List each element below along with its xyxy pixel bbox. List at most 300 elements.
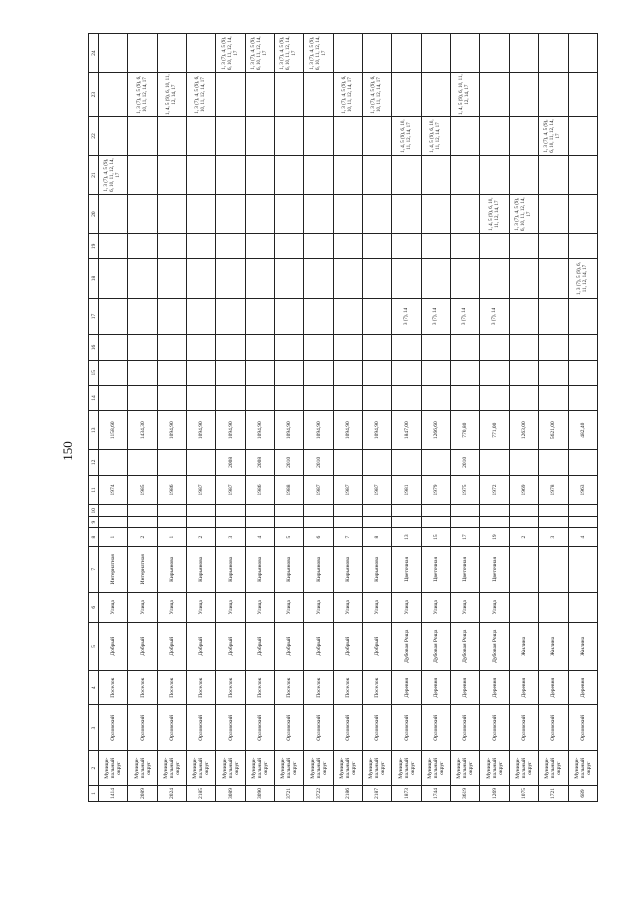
column-header-16: 16 <box>89 335 99 360</box>
table-cell-col-11: 1987 <box>333 475 362 505</box>
table-cell-col-4: Поселок <box>333 670 362 704</box>
table-cell-col-10 <box>392 505 421 516</box>
table-cell-col-17 <box>363 298 392 335</box>
table-cell-col-17 <box>304 298 333 335</box>
table-cell-col-18: 1, 3 (7), 5 (9), 6, 11, 12, 14, 17 <box>568 259 598 298</box>
table-cell-col-22: 1, 4, 5 (9), 6, 10, 11, 12, 14, 17 <box>421 116 450 155</box>
table-cell-col-18 <box>216 259 245 298</box>
table-cell-col-9 <box>304 516 333 527</box>
table-cell-col-23: 1, 4, 5 (9), 6, 10, 11, 12, 14, 17 <box>451 73 480 117</box>
table-cell-col-5: Добрый <box>275 622 304 670</box>
table-cell-col-24 <box>421 34 450 73</box>
table-cell-col-1: 1744 <box>421 785 450 801</box>
table-cell-col-13: 1158,60 <box>99 411 128 450</box>
table-cell-col-14 <box>392 385 421 410</box>
column-header-11: 11 <box>89 475 99 505</box>
table-cell-col-8: 15 <box>421 528 450 546</box>
table-cell-col-3: Орловский <box>128 705 157 751</box>
table-cell-col-8: 4 <box>245 528 274 546</box>
table-cell-col-8: 19 <box>480 528 509 546</box>
table-cell-col-17 <box>568 298 598 335</box>
table-cell-col-14 <box>363 385 392 410</box>
table-cell-col-4: Поселок <box>363 670 392 704</box>
table-cell-col-1: 1721 <box>539 785 568 801</box>
table-cell-col-9 <box>245 516 274 527</box>
table-cell-col-4: Поселок <box>216 670 245 704</box>
table-cell-col-9 <box>451 516 480 527</box>
table-cell-col-16 <box>304 335 333 360</box>
table-cell-col-24 <box>509 34 538 73</box>
table-cell-col-23 <box>99 73 128 117</box>
table-cell-col-14 <box>451 385 480 410</box>
table-cell-col-14 <box>128 385 157 410</box>
table-cell-col-16 <box>216 335 245 360</box>
table-cell-col-13: 1266,60 <box>421 411 450 450</box>
table-cell-col-9 <box>187 516 216 527</box>
table-cell-col-12 <box>539 450 568 475</box>
table-cell-col-2: Муници-пальный округ <box>187 751 216 785</box>
table-cell-col-20 <box>451 195 480 234</box>
rotated-table-container <box>88 33 598 802</box>
table-cell-col-20 <box>539 195 568 234</box>
table-row <box>451 34 480 802</box>
table-cell-col-12: 2010 <box>275 450 304 475</box>
table-cell-col-5: Жилина <box>568 622 598 670</box>
table-cell-col-8: 17 <box>451 528 480 546</box>
table-cell-col-1: 2089 <box>128 785 157 801</box>
table-row <box>333 34 362 802</box>
table-cell-col-6: Улица <box>451 592 480 622</box>
table-cell-col-16 <box>451 335 480 360</box>
table-cell-col-6: Улица <box>99 592 128 622</box>
table-cell-col-19 <box>392 234 421 259</box>
table-cell-col-3: Орловский <box>157 705 186 751</box>
table-cell-col-5: Добрый <box>363 622 392 670</box>
table-cell-col-14 <box>333 385 362 410</box>
table-cell-col-16 <box>245 335 274 360</box>
table-cell-col-10 <box>304 505 333 516</box>
table-cell-col-15 <box>275 360 304 385</box>
table-cell-col-1: 3721 <box>275 785 304 801</box>
table-cell-col-24: 1, 3 (7), 4, 5 (9), 6, 10, 11, 12, 14, 17 <box>216 34 245 73</box>
table-cell-col-8: 2 <box>187 528 216 546</box>
table-cell-col-14 <box>187 385 216 410</box>
table-cell-col-6: Улица <box>187 592 216 622</box>
table-cell-col-5: Добрый <box>245 622 274 670</box>
table-cell-col-22: 1, 3 (7), 4, 5 (9), 6, 10, 11, 12, 14, 17 <box>539 116 568 155</box>
table-cell-col-16 <box>128 335 157 360</box>
table-cell-col-3: Орловский <box>480 705 509 751</box>
table-cell-col-11: 1987 <box>216 475 245 505</box>
table-cell-col-4: Поселок <box>245 670 274 704</box>
table-cell-col-24: 1, 3 (7), 4, 5 (9), 6, 10, 11, 12, 14, 17 <box>304 34 333 73</box>
table-cell-col-14 <box>99 385 128 410</box>
table-cell-col-11: 1985 <box>128 475 157 505</box>
table-cell-col-22 <box>216 116 245 155</box>
table-cell-col-11: 1986 <box>245 475 274 505</box>
table-cell-col-18 <box>128 259 157 298</box>
table-cell-col-21 <box>304 156 333 195</box>
table-cell-col-23 <box>421 73 450 117</box>
table-cell-col-23: 1, 3 (7), 4, 5 (9), 6, 10, 11, 12, 14, 17 <box>128 73 157 117</box>
table-cell-col-23 <box>304 73 333 117</box>
table-cell-col-20 <box>157 195 186 234</box>
table-cell-col-6: Улица <box>245 592 274 622</box>
table-row <box>245 34 274 802</box>
table-row <box>157 34 186 802</box>
table-cell-col-4: Деревня <box>480 670 509 704</box>
column-header-13: 13 <box>89 411 99 450</box>
table-cell-col-19 <box>99 234 128 259</box>
table-cell-col-19 <box>509 234 538 259</box>
table-cell-col-7: Цветочная <box>451 546 480 592</box>
table-cell-col-12 <box>392 450 421 475</box>
table-cell-col-15 <box>451 360 480 385</box>
table-cell-col-11: 1979 <box>421 475 450 505</box>
column-header-2: 2 <box>89 751 99 785</box>
table-cell-col-14 <box>568 385 598 410</box>
table-cell-col-10 <box>568 505 598 516</box>
table-cell-col-22 <box>363 116 392 155</box>
table-cell-col-8: 4 <box>568 528 598 546</box>
table-cell-col-17 <box>187 298 216 335</box>
table-cell-col-8: 5 <box>275 528 304 546</box>
table-cell-col-21 <box>480 156 509 195</box>
column-header-21: 21 <box>89 156 99 195</box>
table-cell-col-20 <box>421 195 450 234</box>
table-cell-col-11: 1972 <box>480 475 509 505</box>
table-cell-col-21 <box>157 156 186 195</box>
table-row <box>509 34 538 802</box>
table-cell-col-9 <box>421 516 450 527</box>
table-cell-col-3: Орловский <box>304 705 333 751</box>
table-cell-col-18 <box>421 259 450 298</box>
table-cell-col-10 <box>99 505 128 516</box>
table-cell-col-4: Деревня <box>509 670 538 704</box>
table-cell-col-12: 2010 <box>304 450 333 475</box>
table-cell-col-11: 1969 <box>509 475 538 505</box>
table-cell-col-23: 1, 3 (7), 4, 5 (9), 6, 10, 11, 12, 14, 17 <box>187 73 216 117</box>
table-row <box>275 34 304 802</box>
table-cell-col-8: 2 <box>509 528 538 546</box>
table-cell-col-13: 482,40 <box>568 411 598 450</box>
table-cell-col-13: 770,80 <box>451 411 480 450</box>
table-cell-col-22 <box>245 116 274 155</box>
table-cell-col-1: 1075 <box>509 785 538 801</box>
table-row <box>363 34 392 802</box>
table-cell-col-9 <box>539 516 568 527</box>
column-header-1: 1 <box>89 785 99 801</box>
table-cell-col-21 <box>245 156 274 195</box>
table-cell-col-7: Интернатная <box>99 546 128 592</box>
table-cell-col-5: Добрый <box>99 622 128 670</box>
table-cell-col-20: 1, 3 (7), 4, 5 (9), 6, 10, 11, 12, 14, 17 <box>509 195 538 234</box>
table-cell-col-9 <box>363 516 392 527</box>
table-cell-col-14 <box>275 385 304 410</box>
table-cell-col-9 <box>128 516 157 527</box>
table-cell-col-24 <box>539 34 568 73</box>
table-cell-col-24 <box>568 34 598 73</box>
table-cell-col-1: 1269 <box>480 785 509 801</box>
table-cell-col-17 <box>245 298 274 335</box>
table-cell-col-21 <box>451 156 480 195</box>
table-cell-col-6: Улица <box>216 592 245 622</box>
table-cell-col-12: 2008 <box>216 450 245 475</box>
table-row <box>99 34 128 802</box>
table-cell-col-22 <box>128 116 157 155</box>
table-cell-col-22 <box>157 116 186 155</box>
table-cell-col-14 <box>421 385 450 410</box>
table-cell-col-20 <box>568 195 598 234</box>
table-cell-col-14 <box>304 385 333 410</box>
table-cell-col-17 <box>539 298 568 335</box>
table-cell-col-24 <box>128 34 157 73</box>
table-cell-col-15 <box>245 360 274 385</box>
table-cell-col-23 <box>568 73 598 117</box>
table-cell-col-16 <box>480 335 509 360</box>
table-cell-col-22 <box>275 116 304 155</box>
table-cell-col-11: 1987 <box>363 475 392 505</box>
table-cell-col-8: 3 <box>216 528 245 546</box>
table-cell-col-21 <box>392 156 421 195</box>
table-cell-col-11: 1987 <box>304 475 333 505</box>
table-cell-col-21 <box>216 156 245 195</box>
table-cell-col-5: Добрый <box>304 622 333 670</box>
table-cell-col-14 <box>245 385 274 410</box>
table-cell-col-16 <box>568 335 598 360</box>
table-cell-col-8: 7 <box>333 528 362 546</box>
table-cell-col-19 <box>451 234 480 259</box>
table-cell-col-5: Дубовая Роща <box>392 622 421 670</box>
table-body <box>99 34 598 802</box>
table-cell-col-7: Кирьянова <box>216 546 245 592</box>
table-cell-col-13: 1094,90 <box>216 411 245 450</box>
table-cell-col-21: 1, 3 (7), 4, 5 (9), 6, 10, 11, 12, 14, 17 <box>99 156 128 195</box>
table-cell-col-13: 1094,90 <box>333 411 362 450</box>
table-cell-col-23: 1, 3 (7), 4, 5 (9), 6, 10, 11, 12, 14, 17 <box>363 73 392 117</box>
table-cell-col-12 <box>363 450 392 475</box>
table-cell-col-13: 1094,90 <box>187 411 216 450</box>
table-cell-col-17 <box>275 298 304 335</box>
table-cell-col-18 <box>539 259 568 298</box>
table-cell-col-22 <box>451 116 480 155</box>
table-cell-col-21 <box>128 156 157 195</box>
table-cell-col-18 <box>275 259 304 298</box>
table-cell-col-15 <box>216 360 245 385</box>
table-cell-col-6: Улица <box>421 592 450 622</box>
column-header-8: 8 <box>89 528 99 546</box>
table-cell-col-4: Поселок <box>187 670 216 704</box>
table-cell-col-24 <box>157 34 186 73</box>
table-cell-col-17: 3 (7), 14 <box>480 298 509 335</box>
table-cell-col-12 <box>480 450 509 475</box>
table-cell-col-24: 1, 3 (7), 4, 5 (9), 6, 10, 11, 12, 14, 17 <box>245 34 274 73</box>
table-cell-col-24 <box>99 34 128 73</box>
table-cell-col-5: Добрый <box>157 622 186 670</box>
table-cell-col-16 <box>539 335 568 360</box>
table-cell-col-1: 3089 <box>216 785 245 801</box>
table-cell-col-8: 2 <box>128 528 157 546</box>
table-cell-col-5: Добрый <box>333 622 362 670</box>
table-cell-col-18 <box>392 259 421 298</box>
column-header-19: 19 <box>89 234 99 259</box>
table-cell-col-11: 1974 <box>99 475 128 505</box>
table-cell-col-13: 1094,90 <box>275 411 304 450</box>
table-cell-col-11: 1987 <box>187 475 216 505</box>
table-cell-col-13: 1847,00 <box>392 411 421 450</box>
column-header-17: 17 <box>89 298 99 335</box>
table-cell-col-18 <box>363 259 392 298</box>
table-cell-col-3: Орловский <box>245 705 274 751</box>
table-cell-col-22 <box>99 116 128 155</box>
table-cell-col-12 <box>157 450 186 475</box>
table-cell-col-12 <box>568 450 598 475</box>
table-cell-col-2: Муници-пальный округ <box>216 751 245 785</box>
table-cell-col-20 <box>363 195 392 234</box>
table-cell-col-7: Цветочная <box>480 546 509 592</box>
table-cell-col-12 <box>187 450 216 475</box>
table-cell-col-1: 3619 <box>451 785 480 801</box>
table-cell-col-2: Муници-пальный округ <box>275 751 304 785</box>
column-header-7: 7 <box>89 546 99 592</box>
table-cell-col-16 <box>392 335 421 360</box>
table-cell-col-10 <box>216 505 245 516</box>
table-cell-col-22 <box>333 116 362 155</box>
table-cell-col-19 <box>157 234 186 259</box>
table-cell-col-8: 8 <box>363 528 392 546</box>
table-cell-col-23 <box>539 73 568 117</box>
table-cell-col-11: 1988 <box>275 475 304 505</box>
table-cell-col-6: Улица <box>480 592 509 622</box>
table-cell-col-22 <box>187 116 216 155</box>
table-cell-col-3: Орловский <box>216 705 245 751</box>
table-cell-col-2: Муници-пальный округ <box>99 751 128 785</box>
table-cell-col-6: Улица <box>157 592 186 622</box>
table-cell-col-13: 1094,90 <box>363 411 392 450</box>
table-cell-col-7 <box>539 546 568 592</box>
column-header-15: 15 <box>89 360 99 385</box>
table-cell-col-22 <box>568 116 598 155</box>
table-cell-col-17: 3 (7), 14 <box>451 298 480 335</box>
table-cell-col-17 <box>128 298 157 335</box>
table-cell-col-23: 1, 3 (7), 4, 5 (9), 6, 10, 11, 12, 14, 17 <box>333 73 362 117</box>
table-cell-col-10 <box>275 505 304 516</box>
table-cell-col-4: Деревня <box>392 670 421 704</box>
table-cell-col-24 <box>333 34 362 73</box>
table-cell-col-2: Муници-пальный округ <box>539 751 568 785</box>
table-cell-col-6 <box>568 592 598 622</box>
table-cell-col-3: Орловский <box>539 705 568 751</box>
table-cell-col-13: 771,00 <box>480 411 509 450</box>
table-cell-col-22 <box>509 116 538 155</box>
table-row <box>304 34 333 802</box>
table-cell-col-7 <box>568 546 598 592</box>
table-cell-col-12 <box>128 450 157 475</box>
table-cell-col-7: Кирьянова <box>157 546 186 592</box>
table-cell-col-18 <box>451 259 480 298</box>
table-cell-col-21 <box>187 156 216 195</box>
table-cell-col-10 <box>480 505 509 516</box>
table-cell-col-9 <box>275 516 304 527</box>
table-cell-col-19 <box>568 234 598 259</box>
table-cell-col-14 <box>157 385 186 410</box>
table-cell-col-24: 1, 3 (7), 4, 5 (9), 6, 10, 11, 12, 14, 17 <box>275 34 304 73</box>
table-cell-col-2: Муници-пальный округ <box>245 751 274 785</box>
table-cell-col-2: Муници-пальный округ <box>509 751 538 785</box>
table-cell-col-13: 1094,90 <box>245 411 274 450</box>
table-cell-col-7: Цветочная <box>392 546 421 592</box>
table-cell-col-4: Поселок <box>304 670 333 704</box>
table-cell-col-18 <box>333 259 362 298</box>
table-cell-col-1: 1873 <box>392 785 421 801</box>
table-cell-col-12: 2010 <box>451 450 480 475</box>
table-cell-col-20 <box>216 195 245 234</box>
table-cell-col-19 <box>216 234 245 259</box>
table-row <box>216 34 245 802</box>
table-cell-col-19 <box>421 234 450 259</box>
table-cell-col-18 <box>245 259 274 298</box>
table-cell-col-3: Орловский <box>568 705 598 751</box>
column-header-9: 9 <box>89 516 99 527</box>
table-cell-col-8: 3 <box>539 528 568 546</box>
table-cell-col-21 <box>539 156 568 195</box>
table-cell-col-17 <box>333 298 362 335</box>
table-cell-col-20 <box>304 195 333 234</box>
column-header-18: 18 <box>89 259 99 298</box>
table-cell-col-9 <box>392 516 421 527</box>
table-cell-col-8: 6 <box>304 528 333 546</box>
table-cell-col-16 <box>363 335 392 360</box>
table-cell-col-1: 2024 <box>157 785 186 801</box>
page-number: 150 <box>60 441 75 461</box>
table-cell-col-18 <box>509 259 538 298</box>
table-cell-col-23 <box>216 73 245 117</box>
table-cell-col-9 <box>480 516 509 527</box>
table-cell-col-17 <box>99 298 128 335</box>
table-cell-col-15 <box>187 360 216 385</box>
table-cell-col-20 <box>275 195 304 234</box>
table-cell-col-15 <box>363 360 392 385</box>
table-cell-col-13: 1434,30 <box>128 411 157 450</box>
table-cell-col-22 <box>304 116 333 155</box>
table-cell-col-2: Муници-пальный округ <box>392 751 421 785</box>
table-cell-col-6: Улица <box>333 592 362 622</box>
table-cell-col-16 <box>509 335 538 360</box>
table-cell-col-10 <box>245 505 274 516</box>
table-cell-col-9 <box>568 516 598 527</box>
table-cell-col-15 <box>157 360 186 385</box>
table-cell-col-14 <box>480 385 509 410</box>
table-cell-col-16 <box>157 335 186 360</box>
table-cell-col-21 <box>363 156 392 195</box>
table-cell-col-10 <box>451 505 480 516</box>
table-cell-col-13: 1094,90 <box>157 411 186 450</box>
table-row <box>392 34 421 802</box>
table-cell-col-23 <box>480 73 509 117</box>
table-cell-col-4: Деревня <box>539 670 568 704</box>
table-cell-col-6: Улица <box>392 592 421 622</box>
table-cell-col-20 <box>333 195 362 234</box>
table-cell-col-2: Муници-пальный округ <box>568 751 598 785</box>
table-cell-col-4: Поселок <box>99 670 128 704</box>
table-cell-col-10 <box>333 505 362 516</box>
table-cell-col-16 <box>187 335 216 360</box>
table-cell-col-24 <box>187 34 216 73</box>
table-cell-col-20 <box>99 195 128 234</box>
table-cell-col-9 <box>99 516 128 527</box>
table-cell-col-2: Муници-пальный округ <box>421 751 450 785</box>
table-cell-col-23 <box>245 73 274 117</box>
